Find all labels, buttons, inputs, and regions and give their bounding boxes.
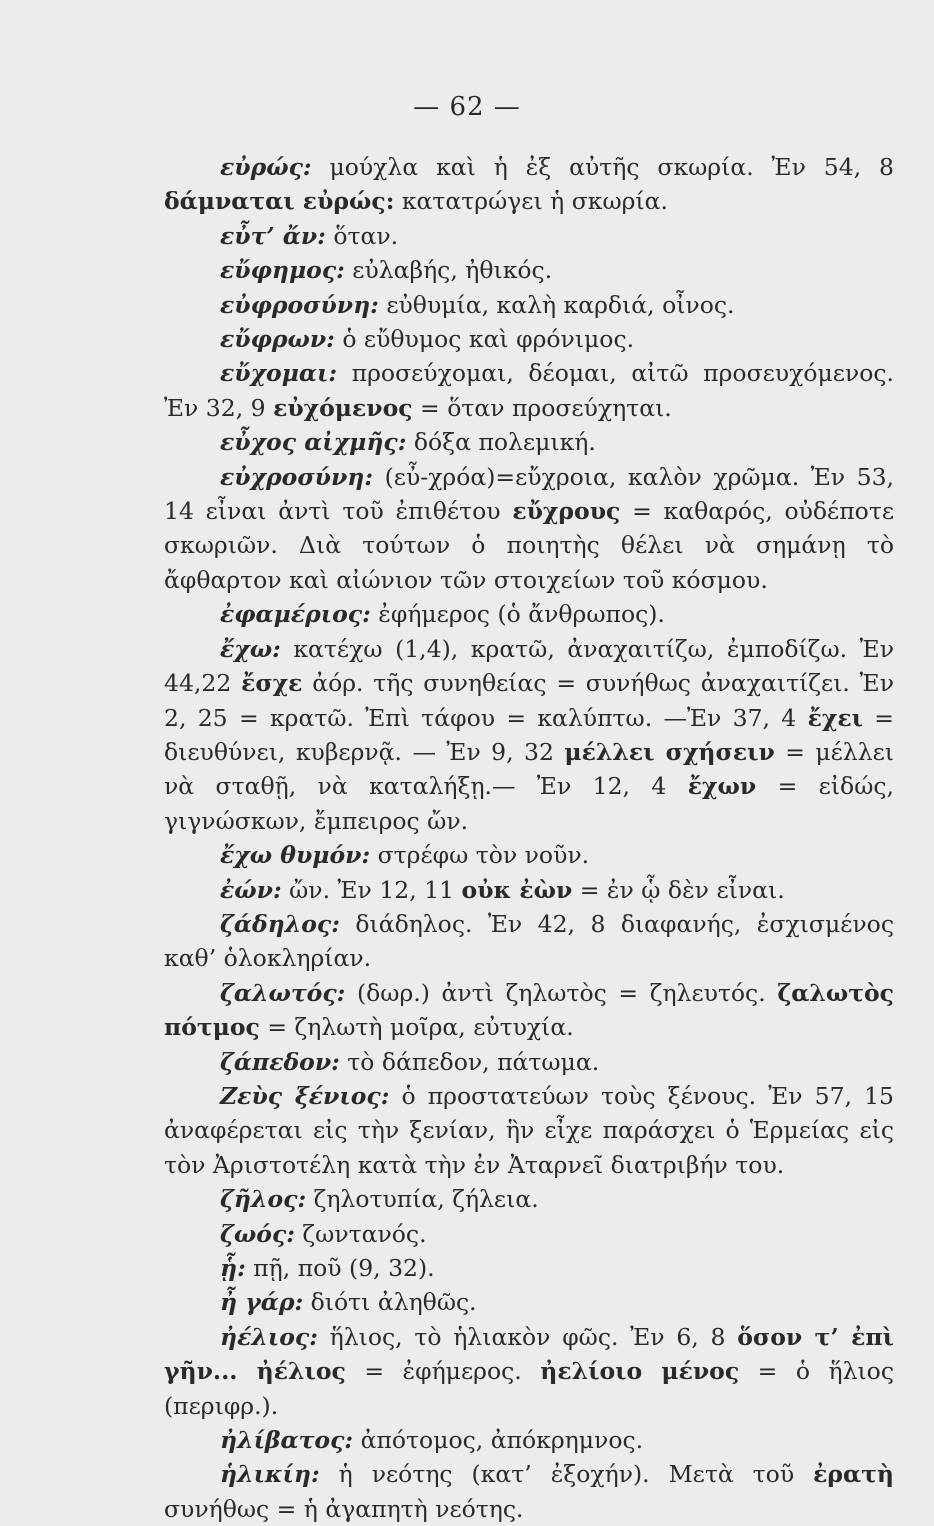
page-number: — 62 — (413, 92, 521, 122)
glossary-entry-eyros (164, 150, 894, 219)
glossary-entry-zapedon (164, 1045, 894, 1079)
glossary-entry-zeus-xenios (164, 1079, 894, 1182)
entry-definition-continued: = μέλλει νὰ σταθῇ, νὰ καταλήξῃ.— Ἐν 12, 4 (164, 737, 894, 801)
entry-headword: ἐών: (220, 875, 282, 904)
entry-definition-continued: = ἐφήμερος. (345, 1357, 541, 1386)
entry-cited-phrase: εὐχόμενος (273, 393, 413, 422)
entry-headword: Ζεὺς ξένιος: (220, 1081, 390, 1110)
entry-headword: ἔχω θυμόν: (220, 841, 371, 870)
entry-definition: προσεύχομαι, δέομαι, αἰτῶ προσευχόμενος. Ἐν 32, 9 (164, 359, 894, 422)
entry-headword: ζάδηλος: (220, 909, 340, 938)
entry-definition: ὅταν. (325, 221, 399, 250)
entry-definition: ἡ νεότης (κατ’ ἐξοχήν). Μετὰ τοῦ (319, 1460, 814, 1489)
entry-headword: ἔχω: (220, 634, 281, 663)
entry-definition: διότι ἀληθῶς. (303, 1288, 477, 1317)
entry-cited-phrase: ἔχων (687, 772, 757, 801)
entry-definition: τὸ δάπεδον, πάτωμα. (339, 1047, 600, 1076)
entry-definition: ζηλοτυπία, ζήλεια. (306, 1185, 539, 1214)
entry-definition: (δωρ.) ἀντὶ ζηλωτὸς = ζηλευτός. (345, 978, 778, 1007)
glossary-entry-eychos-aichmes (164, 425, 894, 459)
glossary-entry-eychrosyne (164, 460, 894, 598)
entry-headword: ἡλικίη: (220, 1460, 320, 1489)
glossary-entry-zoos (164, 1217, 894, 1251)
entry-headword: εὖχος αἰχμῆς: (220, 428, 407, 457)
glossary-entry-eyphron (164, 322, 894, 356)
entry-definition-continued: = ἐν ᾧ δὲν εἶναι. (572, 875, 785, 904)
entry-headword: ἠλίβατος: (220, 1426, 354, 1455)
glossary-entry-eelios (164, 1320, 894, 1423)
entry-definition: ἥλιος, τὸ ἡλιακὸν φῶς. Ἐν 6, 8 (317, 1322, 738, 1351)
glossary-entry-elibatos (164, 1423, 894, 1457)
entry-headword: ζῆλος: (220, 1185, 307, 1214)
glossary-entry-eyphemos (164, 253, 894, 287)
entry-definition: πῇ, ποῦ (9, 32). (245, 1254, 435, 1282)
entry-headword: εὔφρων: (220, 325, 335, 354)
entry-headword: εὐφροσύνη: (220, 290, 379, 319)
glossary-entry-zadelos (164, 907, 894, 976)
entry-definition-continued: κατατρώγει ἡ σκωρία. (394, 187, 668, 216)
entry-cited-phrase: μέλλει σχήσειν (564, 737, 775, 766)
entry-headword: εὔχομαι: (220, 359, 338, 388)
glossary-entry-echo (164, 632, 894, 838)
entry-definition: ζωντανός. (294, 1219, 427, 1248)
entry-cited-phrase: δάμναται εὐρώς: (164, 187, 395, 216)
entry-cited-phrase: οὐκ ἐὼν (461, 875, 573, 904)
entry-cited-phrase: ἔχει (807, 703, 863, 732)
entry-definition: διάδηλος. Ἐν 42, 8 διαφανής, ἐσχισμένος καθ’ ὁλοκληρίαν. (164, 909, 894, 973)
entry-headword: ἠέλιος: (220, 1322, 318, 1351)
entry-definition: ὁ προστατεύων τοὺς ξένους. Ἐν 57, 15 ἀναφέρεται εἰς τὴν ξενίαν, ἣν εἶχε παράσχει ὁ Ἑρμείας εἰς τὸν Ἀριστοτέλη κατὰ τὴν ἐν Ἀταρνεῖ διατριβήν του. (164, 1081, 894, 1179)
entry-headword: ζάπεδον: (220, 1047, 340, 1076)
entry-definition: εὐλαβής, ἠθικός. (344, 256, 553, 285)
glossary-entry-eyphrosyne (164, 288, 894, 322)
entry-headword: ᾗ: (220, 1254, 246, 1282)
glossary-entry-eychomai (164, 356, 894, 425)
entry-headword: ζωός: (220, 1219, 295, 1248)
glossary-entry-zelos (164, 1182, 894, 1216)
entry-headword: εὐρώς: (220, 153, 312, 181)
glossary-entry-eon (164, 873, 894, 907)
entry-headword: ἦ γάρ: (220, 1288, 304, 1317)
glossary-entry-e-gar (164, 1285, 894, 1319)
entry-cited-phrase: ὅσον τ’ ἐπὶ γῆν... ἠέλιος (164, 1322, 894, 1386)
entry-headword: εὖτ’ ἄν: (220, 221, 326, 250)
glossary-entries (164, 150, 894, 1526)
entry-headword: εὐχροσύνη: (220, 462, 374, 491)
entry-cited-phrase: ζαλωτὸς πότμος (164, 978, 894, 1042)
glossary-entry-zalotos (164, 976, 894, 1045)
glossary-entry-ei (164, 1251, 894, 1285)
entry-definition: στρέφω τὸν νοῦν. (370, 841, 590, 870)
entry-definition-continued: συνήθως = ἡ ἀγαπητὴ νεότης. (164, 1494, 524, 1523)
entry-definition: κατέχω (1,4), κρατῶ, ἀναχαιτίζω, ἐμποδίζω. Ἐν 44,22 (164, 634, 894, 698)
entry-definition-continued: = ὅταν προσεύχηται. (412, 393, 672, 422)
entry-definition: μούχλα καὶ ἡ ἐξ αὐτῆς σκωρία. Ἐν 54, 8 (311, 153, 894, 181)
entry-cited-phrase: ἔσχε (241, 669, 303, 698)
entry-definition: ὤν. Ἐν 12, 11 (281, 875, 462, 904)
entry-definition-continued: = ὁ ἥλιος (περιφρ.). (164, 1357, 894, 1420)
glossary-entry-ephamerios (164, 597, 894, 631)
entry-definition-continued: = καθαρός, οὐδέποτε σκωριῶν. Διὰ τούτων ὁ ποιητὴς θέλει νὰ σημάνῃ τὸ ἄφθαρτον καὶ αἰώνιον τῶν στοιχείων τοῦ κόσμου. (164, 497, 895, 594)
entry-definition-continued: = διευθύνει, κυβερνᾷ. — Ἐν 9, 32 (164, 703, 894, 766)
entry-definition: ἐφήμερος (ὁ ἄνθρωπος). (370, 600, 665, 629)
glossary-entry-elikie (164, 1457, 894, 1526)
entry-definition: ὁ εὔθυμος καὶ φρόνιμος. (334, 325, 635, 354)
entry-headword: εὔφημος: (220, 256, 345, 285)
entry-definition: (εὖ-χρόα)=εὔχροια, καλὸν χρῶμα. Ἐν 53, 14 εἶναι ἀντὶ τοῦ ἐπιθέτου (164, 462, 894, 526)
entry-headword: ζαλωτός: (220, 978, 346, 1007)
entry-cited-phrase: εὔχρους (512, 497, 621, 526)
entry-definition-continued: ἀόρ. τῆς συνηθείας = συνήθως ἀναχαιτίζει. Ἐν 2, 25 = κρατῶ. Ἐπὶ τάφου = καλύπτω. —Ἐν 37, 4 (164, 669, 894, 732)
entry-headword: ἐφαμέριος: (220, 600, 371, 629)
glossary-entry-eyt-an (164, 219, 894, 253)
entry-cited-phrase: ἠελίοιο μένος (540, 1357, 740, 1386)
entry-definition: ἀπότομος, ἀπόκρημνος. (353, 1426, 644, 1455)
entry-cited-phrase: ἐρατὴ (813, 1460, 894, 1489)
entry-definition-continued: = ζηλωτὴ μοῖρα, εὐτυχία. (259, 1013, 574, 1042)
entry-definition-continued: = εἰδώς, γιγνώσκων, ἔμπειρος ὤν. (164, 772, 894, 835)
entry-definition: δόξα πολεμική. (406, 428, 596, 457)
glossary-entry-echo-thymon (164, 838, 894, 872)
entry-definition: εὐθυμία, καλὴ καρδιά, οἶνος. (378, 290, 735, 319)
